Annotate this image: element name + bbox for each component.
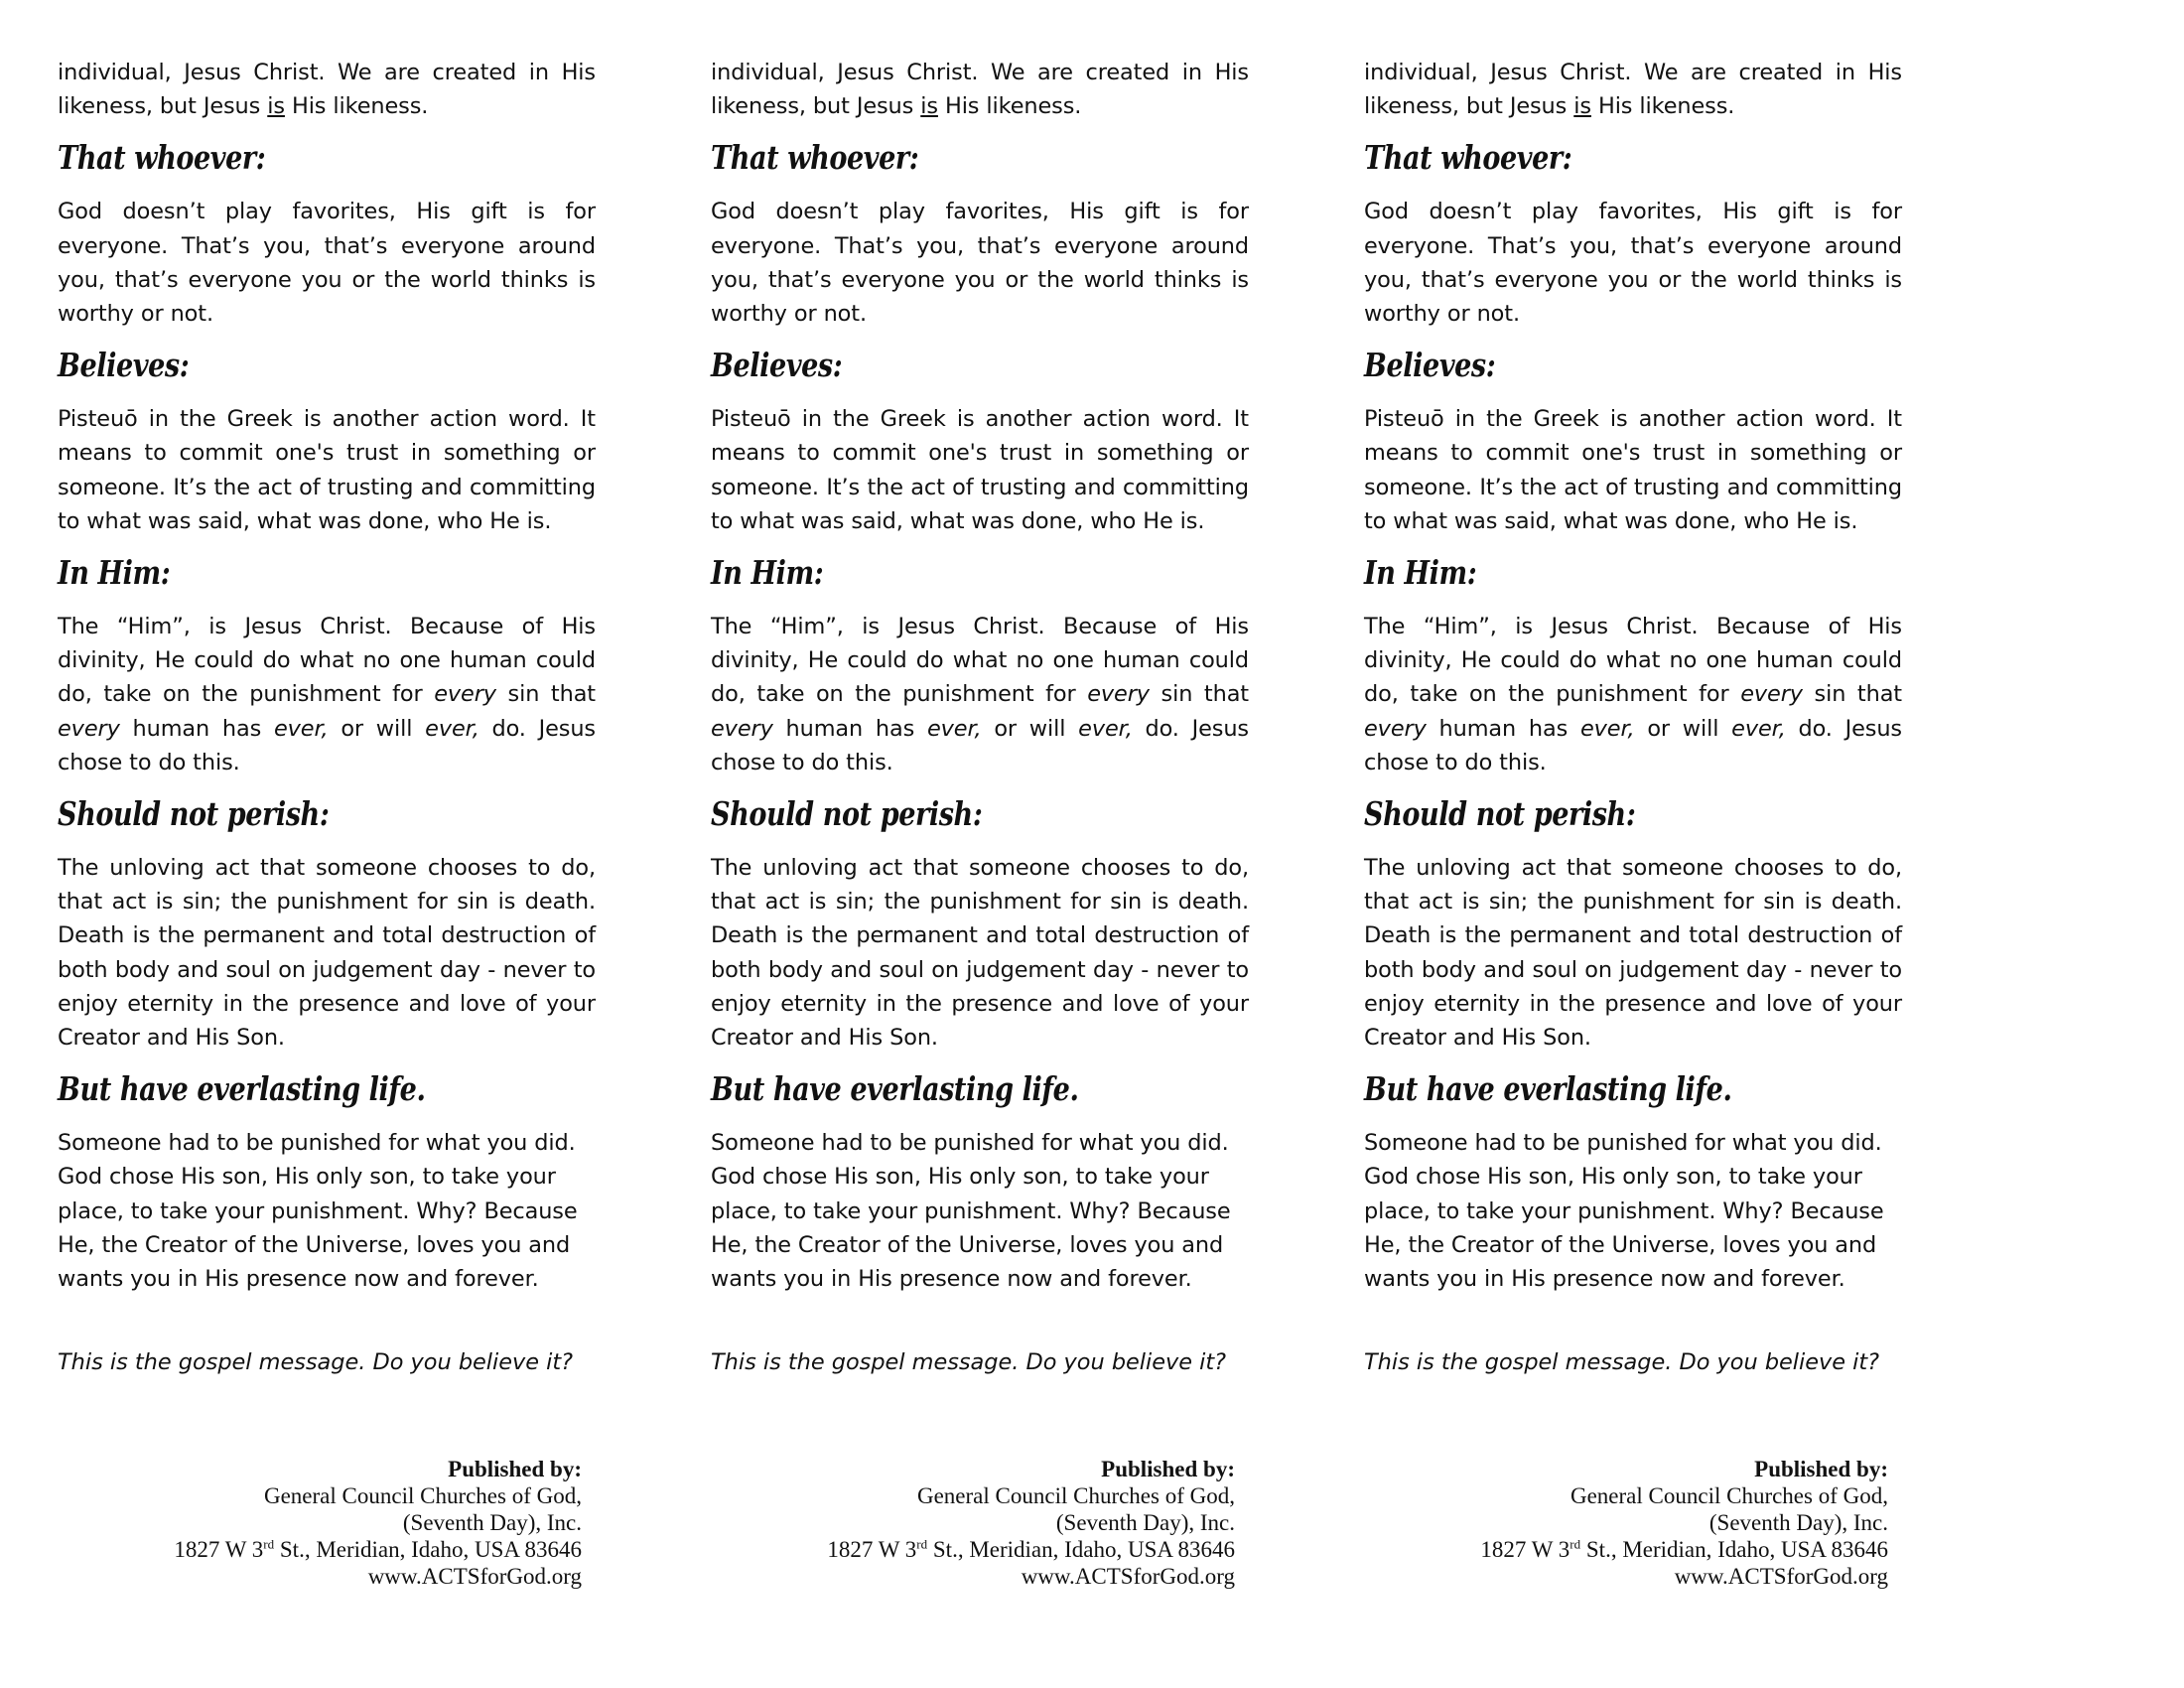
publisher-label: Published by: [448,1457,582,1481]
publisher-label: Published by: [1754,1457,1888,1481]
heading-should-not-perish: Should not perish: [711,794,983,834]
body-believes: Pisteuō in the Greek is another action word. It means to commit one's trust in something or someone. It’s the act of trusting and committing to what was said, what was done, who He is. [58,406,596,534]
publisher-block-2 [711,0,1235,1688]
body-should-not-perish: The unloving act that someone chooses to do, that act is sin; the punishment for sin is death. Death is the permanent and total destruction of both body and soul on judgement day - never to enjoy eternity in the presence and love of your Creator and His Son. [711,855,1249,1052]
publisher-name-suffix: (Seventh Day), Inc. [1708,1510,1888,1535]
body-text: do. Jesus chose to do this. [1364,715,1902,775]
heading-in-him: In Him: [711,553,824,593]
body-emphasis: every [1087,681,1150,708]
body-text: The “Him”, is Jesus Christ. Because of His divinity, He could do what no one human could do, take on the punishment for [1364,614,1902,708]
closing-question: This is the gospel message. Do you believe it? [1364,1349,1880,1376]
body-everlasting-life: Someone had to be punished for what you did. God chose His son, His only son, to take your place, to take your punishment. Why? Because He, the Creator of the Universe, loves you and wants you in His presence now and forever. [58,1130,578,1293]
publisher-website: www.ACTSforGod.org [1674,1564,1888,1589]
publisher-info [1480,1456,1888,1590]
intro-text: individual, Jesus Christ. We are created in His likeness, but Jesus [711,60,1249,120]
publisher-label: Published by: [1101,1457,1235,1481]
body-text: The “Him”, is Jesus Christ. Because of His divinity, He could do what no one human could do, take on the punishment for [58,614,596,708]
address-text: 1827 W 3 [827,1537,917,1562]
intro-emphasis: is [920,93,938,120]
body-text: sin that [495,681,596,708]
body-everlasting-life: Someone had to be punished for what you did. God chose His son, His only son, to take your place, to take your punishment. Why? Because He, the Creator of the Universe, loves you and wants you in His presence now and forever. [1364,1130,1884,1293]
body-that-whoever: God doesn’t play favorites, His gift is for everyone. That’s you, that’s everyone around you, that’s everyone you or the world thinks is worthy or not. [58,199,596,328]
heading-believes: Believes: [58,346,190,385]
publisher-name-suffix: (Seventh Day), Inc. [1055,1510,1235,1535]
body-should-not-perish: The unloving act that someone chooses to do, that act is sin; the punishment for sin is death. Death is the permanent and total destruction of both body and soul on judgement day - never to enjoy eternity in the presence and love of your Creator and His Son. [1364,855,1902,1052]
publisher-address [174,1536,582,1563]
body-text: or will [328,715,426,742]
body-that-whoever: God doesn’t play favorites, His gift is for everyone. That’s you, that’s everyone around you, that’s everyone you or the world thinks is worthy or not. [711,199,1249,328]
body-emphasis: ever, [1579,715,1635,742]
heading-everlasting-life: But have everlasting life. [1364,1069,1732,1109]
body-emphasis: ever, [1078,715,1133,742]
publisher-name-suffix: (Seventh Day), Inc. [402,1510,582,1535]
body-emphasis: ever, [425,715,479,742]
body-text: sin that [1149,681,1249,708]
intro-text-end: His likeness. [1590,93,1735,120]
heading-believes: Believes: [1364,346,1496,385]
intro-text: individual, Jesus Christ. We are created in His likeness, but Jesus [58,60,596,120]
body-believes: Pisteuō in the Greek is another action word. It means to commit one's trust in something or someone. It’s the act of trusting and committing to what was said, what was done, who He is. [1364,406,1902,534]
publisher-info [827,1456,1235,1590]
publisher-website: www.ACTSforGod.org [367,1564,582,1589]
intro-emphasis: is [1573,93,1591,120]
heading-that-whoever: That whoever: [711,138,919,178]
heading-believes: Believes: [711,346,843,385]
heading-everlasting-life: But have everlasting life. [711,1069,1079,1109]
address-text: St., Meridian, Idaho, USA 83646 [274,1537,582,1562]
body-should-not-perish: The unloving act that someone chooses to do, that act is sin; the punishment for sin is death. Death is the permanent and total destruction of both body and soul on judgement day - never to enjoy eternity in the presence and love of your Creator and His Son. [58,855,596,1052]
address-sup: rd [916,1536,928,1552]
body-emphasis: every [58,715,120,742]
heading-that-whoever: That whoever: [58,138,266,178]
intro-text-end: His likeness. [937,93,1082,120]
body-text: sin that [1802,681,1902,708]
intro-text-end: His likeness. [284,93,429,120]
body-emphasis: ever, [1731,715,1786,742]
address-sup: rd [263,1536,275,1552]
address-text: 1827 W 3 [1480,1537,1570,1562]
publisher-block-3 [1364,0,1888,1688]
publisher-address [827,1536,1235,1563]
intro-emphasis: is [267,93,285,120]
body-everlasting-life: Someone had to be punished for what you did. God chose His son, His only son, to take your place, to take your punishment. Why? Because He, the Creator of the Universe, loves you and wants you in His presence now and forever. [711,1130,1231,1293]
intro-text: individual, Jesus Christ. We are created in His likeness, but Jesus [1364,60,1902,120]
body-that-whoever: God doesn’t play favorites, His gift is for everyone. That’s you, that’s everyone around you, that’s everyone you or the world thinks is worthy or not. [1364,199,1902,328]
address-text: 1827 W 3 [174,1537,264,1562]
body-text: or will [1634,715,1732,742]
publisher-name: General Council Churches of God, [1570,1483,1888,1508]
body-emphasis: every [1740,681,1803,708]
body-believes: Pisteuō in the Greek is another action word. It means to commit one's trust in something or someone. It’s the act of trusting and committing to what was said, what was done, who He is. [711,406,1249,534]
heading-in-him: In Him: [1364,553,1477,593]
closing-question: This is the gospel message. Do you believe it? [711,1349,1227,1376]
address-text: St., Meridian, Idaho, USA 83646 [927,1537,1235,1562]
publisher-info [174,1456,582,1590]
body-text: human has [1426,715,1580,742]
body-text: human has [772,715,927,742]
body-emphasis: every [434,681,496,708]
address-text: St., Meridian, Idaho, USA 83646 [1580,1537,1888,1562]
body-emphasis: ever, [926,715,982,742]
body-text: human has [119,715,274,742]
body-emphasis: every [1364,715,1427,742]
body-text: or will [981,715,1079,742]
address-sup: rd [1570,1536,1581,1552]
body-emphasis: ever, [273,715,329,742]
publisher-block-1 [58,0,582,1688]
body-text: do. Jesus chose to do this. [58,715,596,775]
heading-that-whoever: That whoever: [1364,138,1572,178]
body-text: do. Jesus chose to do this. [711,715,1249,775]
publisher-website: www.ACTSforGod.org [1021,1564,1235,1589]
heading-everlasting-life: But have everlasting life. [58,1069,426,1109]
publisher-name: General Council Churches of God, [263,1483,582,1508]
publisher-address [1480,1536,1888,1563]
publisher-name: General Council Churches of God, [916,1483,1235,1508]
heading-in-him: In Him: [58,553,171,593]
heading-should-not-perish: Should not perish: [58,794,330,834]
body-emphasis: every [711,715,773,742]
closing-question: This is the gospel message. Do you believe it? [58,1349,574,1376]
heading-should-not-perish: Should not perish: [1364,794,1636,834]
body-text: The “Him”, is Jesus Christ. Because of His divinity, He could do what no one human could do, take on the punishment for [711,614,1249,708]
